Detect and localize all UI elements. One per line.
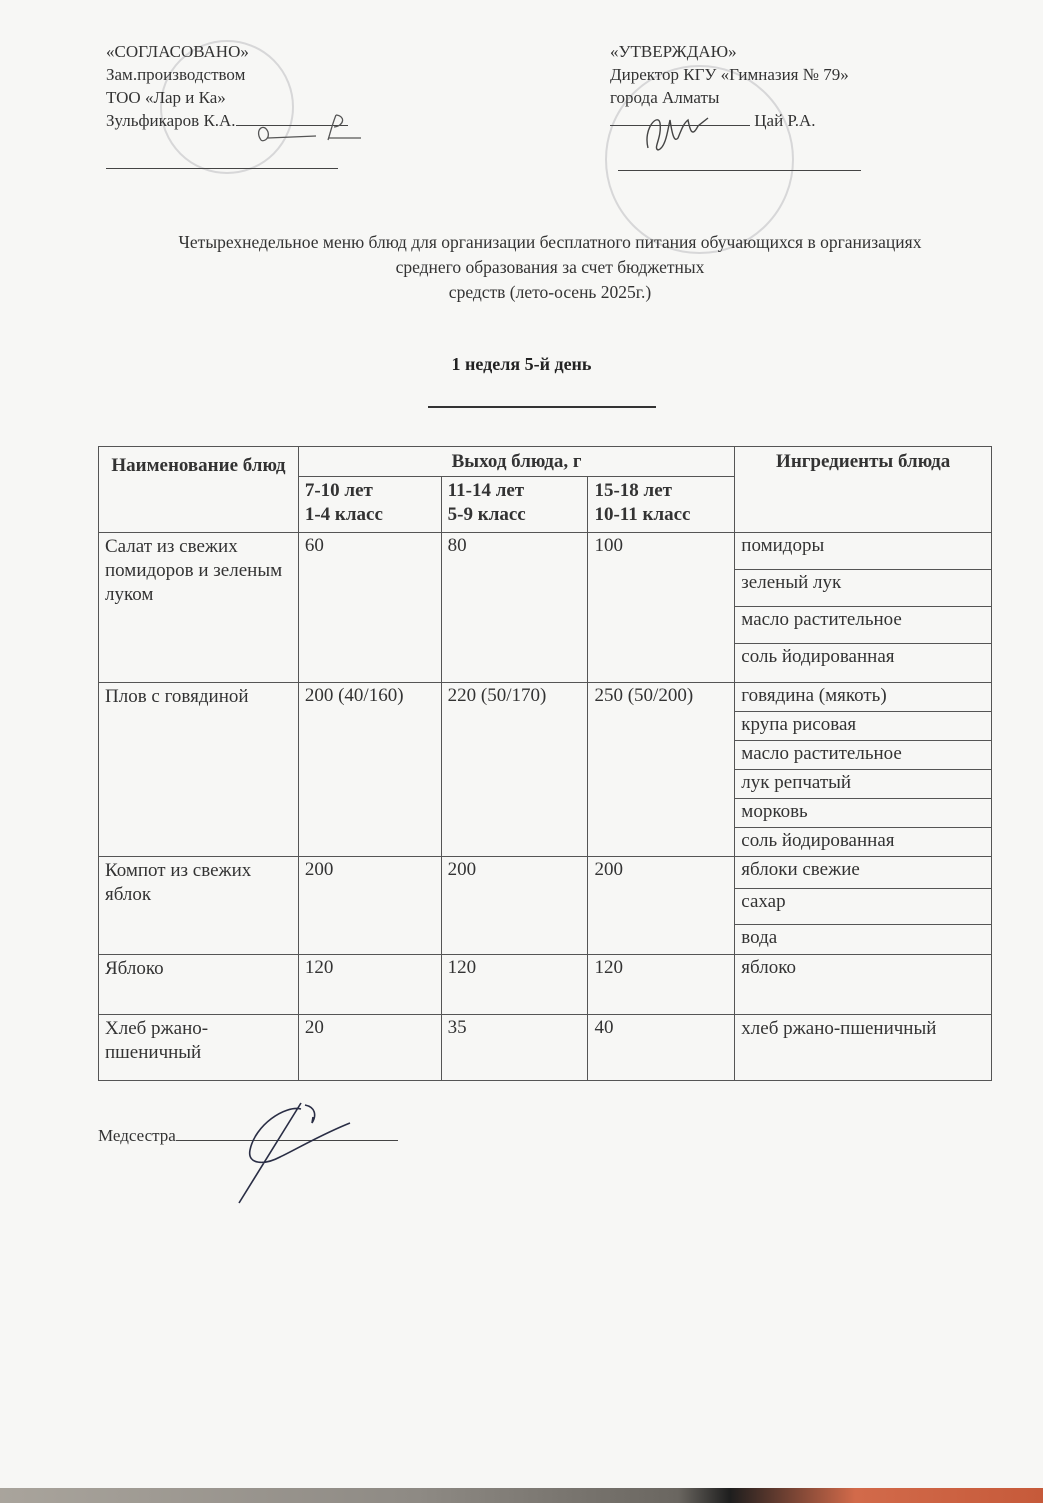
yield-value: 20 <box>298 1015 441 1081</box>
signature-line <box>610 125 750 126</box>
header-ingredients: Ингредиенты блюда <box>735 447 992 533</box>
dish-name: Салат из свежих помидоров и зеленым луком <box>99 533 299 683</box>
yield-value: 60 <box>298 533 441 683</box>
ingredient: сахар <box>735 889 992 925</box>
header-dish-name: Наименование блюд <box>99 447 299 533</box>
ingredient: соль йодированная <box>735 644 992 683</box>
yield-value: 200 <box>298 857 441 955</box>
table-row <box>99 955 992 1015</box>
dish-name: Компот из свежих яблок <box>99 857 299 955</box>
grade-label: 5-9 класс <box>447 504 526 525</box>
header-age-group <box>588 477 735 533</box>
ingredient: зеленый лук <box>735 570 992 607</box>
divider-line <box>106 168 338 169</box>
day-title-underline <box>428 406 656 408</box>
yield-value: 40 <box>588 1015 735 1081</box>
ingredient: лук репчатый <box>735 770 992 799</box>
grade-label: 1-4 класс <box>304 504 383 525</box>
age-label: 7-10 лет <box>304 480 373 501</box>
table-row <box>99 1015 992 1081</box>
age-label: 15-18 лет <box>594 480 672 501</box>
title-line-2: среднего образования за счет бюджетных <box>395 257 705 277</box>
approval-heading-agreed: «СОГЛАСОВАНО» <box>106 42 249 61</box>
ingredient: крупа рисовая <box>735 712 992 741</box>
grade-label: 10-11 класс <box>594 504 691 525</box>
approval-position: Зам.производством <box>106 65 246 84</box>
approval-signer-line <box>610 109 849 132</box>
signature-line <box>176 1140 398 1141</box>
dish-name: Яблоко <box>99 955 299 1015</box>
table-row <box>99 857 992 889</box>
table-row <box>99 533 992 570</box>
ingredient: помидоры <box>735 533 992 570</box>
header-age-group <box>298 477 441 533</box>
day-title: 1 неделя 5-й день <box>451 354 592 374</box>
document-title <box>90 230 1010 305</box>
yield-value: 200 <box>441 857 588 955</box>
ingredient: вода <box>735 925 992 955</box>
divider-line <box>618 170 861 171</box>
nurse-label: Медсестра <box>98 1126 176 1145</box>
title-line-1: Четырехнедельное меню блюд для организации бесплатного питания обучающихся в организациях <box>178 232 922 252</box>
approval-organization: ТОО «Лар и Ка» <box>106 88 226 107</box>
header-yield: Выход блюда, г <box>298 447 734 477</box>
page-bottom-edge <box>0 1488 1043 1503</box>
yield-value: 120 <box>588 955 735 1015</box>
age-label: 11-14 лет <box>447 480 525 501</box>
approval-heading-approved: «УТВЕРЖДАЮ» <box>610 42 737 61</box>
ingredient: яблоко <box>735 955 992 1015</box>
yield-value: 200 (40/160) <box>298 683 441 857</box>
approval-position: Директор КГУ «Гимназия № 79» <box>610 65 849 84</box>
approval-city: города Алматы <box>610 88 720 107</box>
title-line-3: средств (лето-осень 2025г.) <box>448 282 652 302</box>
approval-signer-name: Цай Р.А. <box>754 111 816 130</box>
yield-value: 100 <box>588 533 735 683</box>
ingredient: масло растительное <box>735 741 992 770</box>
yield-value: 250 (50/200) <box>588 683 735 857</box>
yield-value: 35 <box>441 1015 588 1081</box>
ingredient: соль йодированная <box>735 828 992 857</box>
approval-signer-line <box>106 109 348 132</box>
approval-signer-name: Зульфикаров К.А. <box>106 111 236 130</box>
approval-block-approved <box>610 40 849 132</box>
yield-value: 200 <box>588 857 735 955</box>
table-header-row <box>99 447 992 477</box>
signature-line <box>236 125 348 126</box>
menu-table <box>98 446 992 1081</box>
ingredient: говядина (мякоть) <box>735 683 992 712</box>
dish-name: Хлеб ржано-пшеничный <box>99 1015 299 1081</box>
header-age-group <box>441 477 588 533</box>
nurse-signature-block <box>98 1126 398 1146</box>
ingredient: масло растительное <box>735 607 992 644</box>
yield-value: 120 <box>298 955 441 1015</box>
yield-value: 220 (50/170) <box>441 683 588 857</box>
yield-value: 120 <box>441 955 588 1015</box>
dish-name: Плов с говядиной <box>99 683 299 857</box>
ingredient: морковь <box>735 799 992 828</box>
approval-block-agreed <box>106 40 348 132</box>
yield-value: 80 <box>441 533 588 683</box>
ingredient: хлеб ржано-пшеничный <box>735 1015 992 1081</box>
ingredient: яблоки свежие <box>735 857 992 889</box>
table-row <box>99 683 992 712</box>
